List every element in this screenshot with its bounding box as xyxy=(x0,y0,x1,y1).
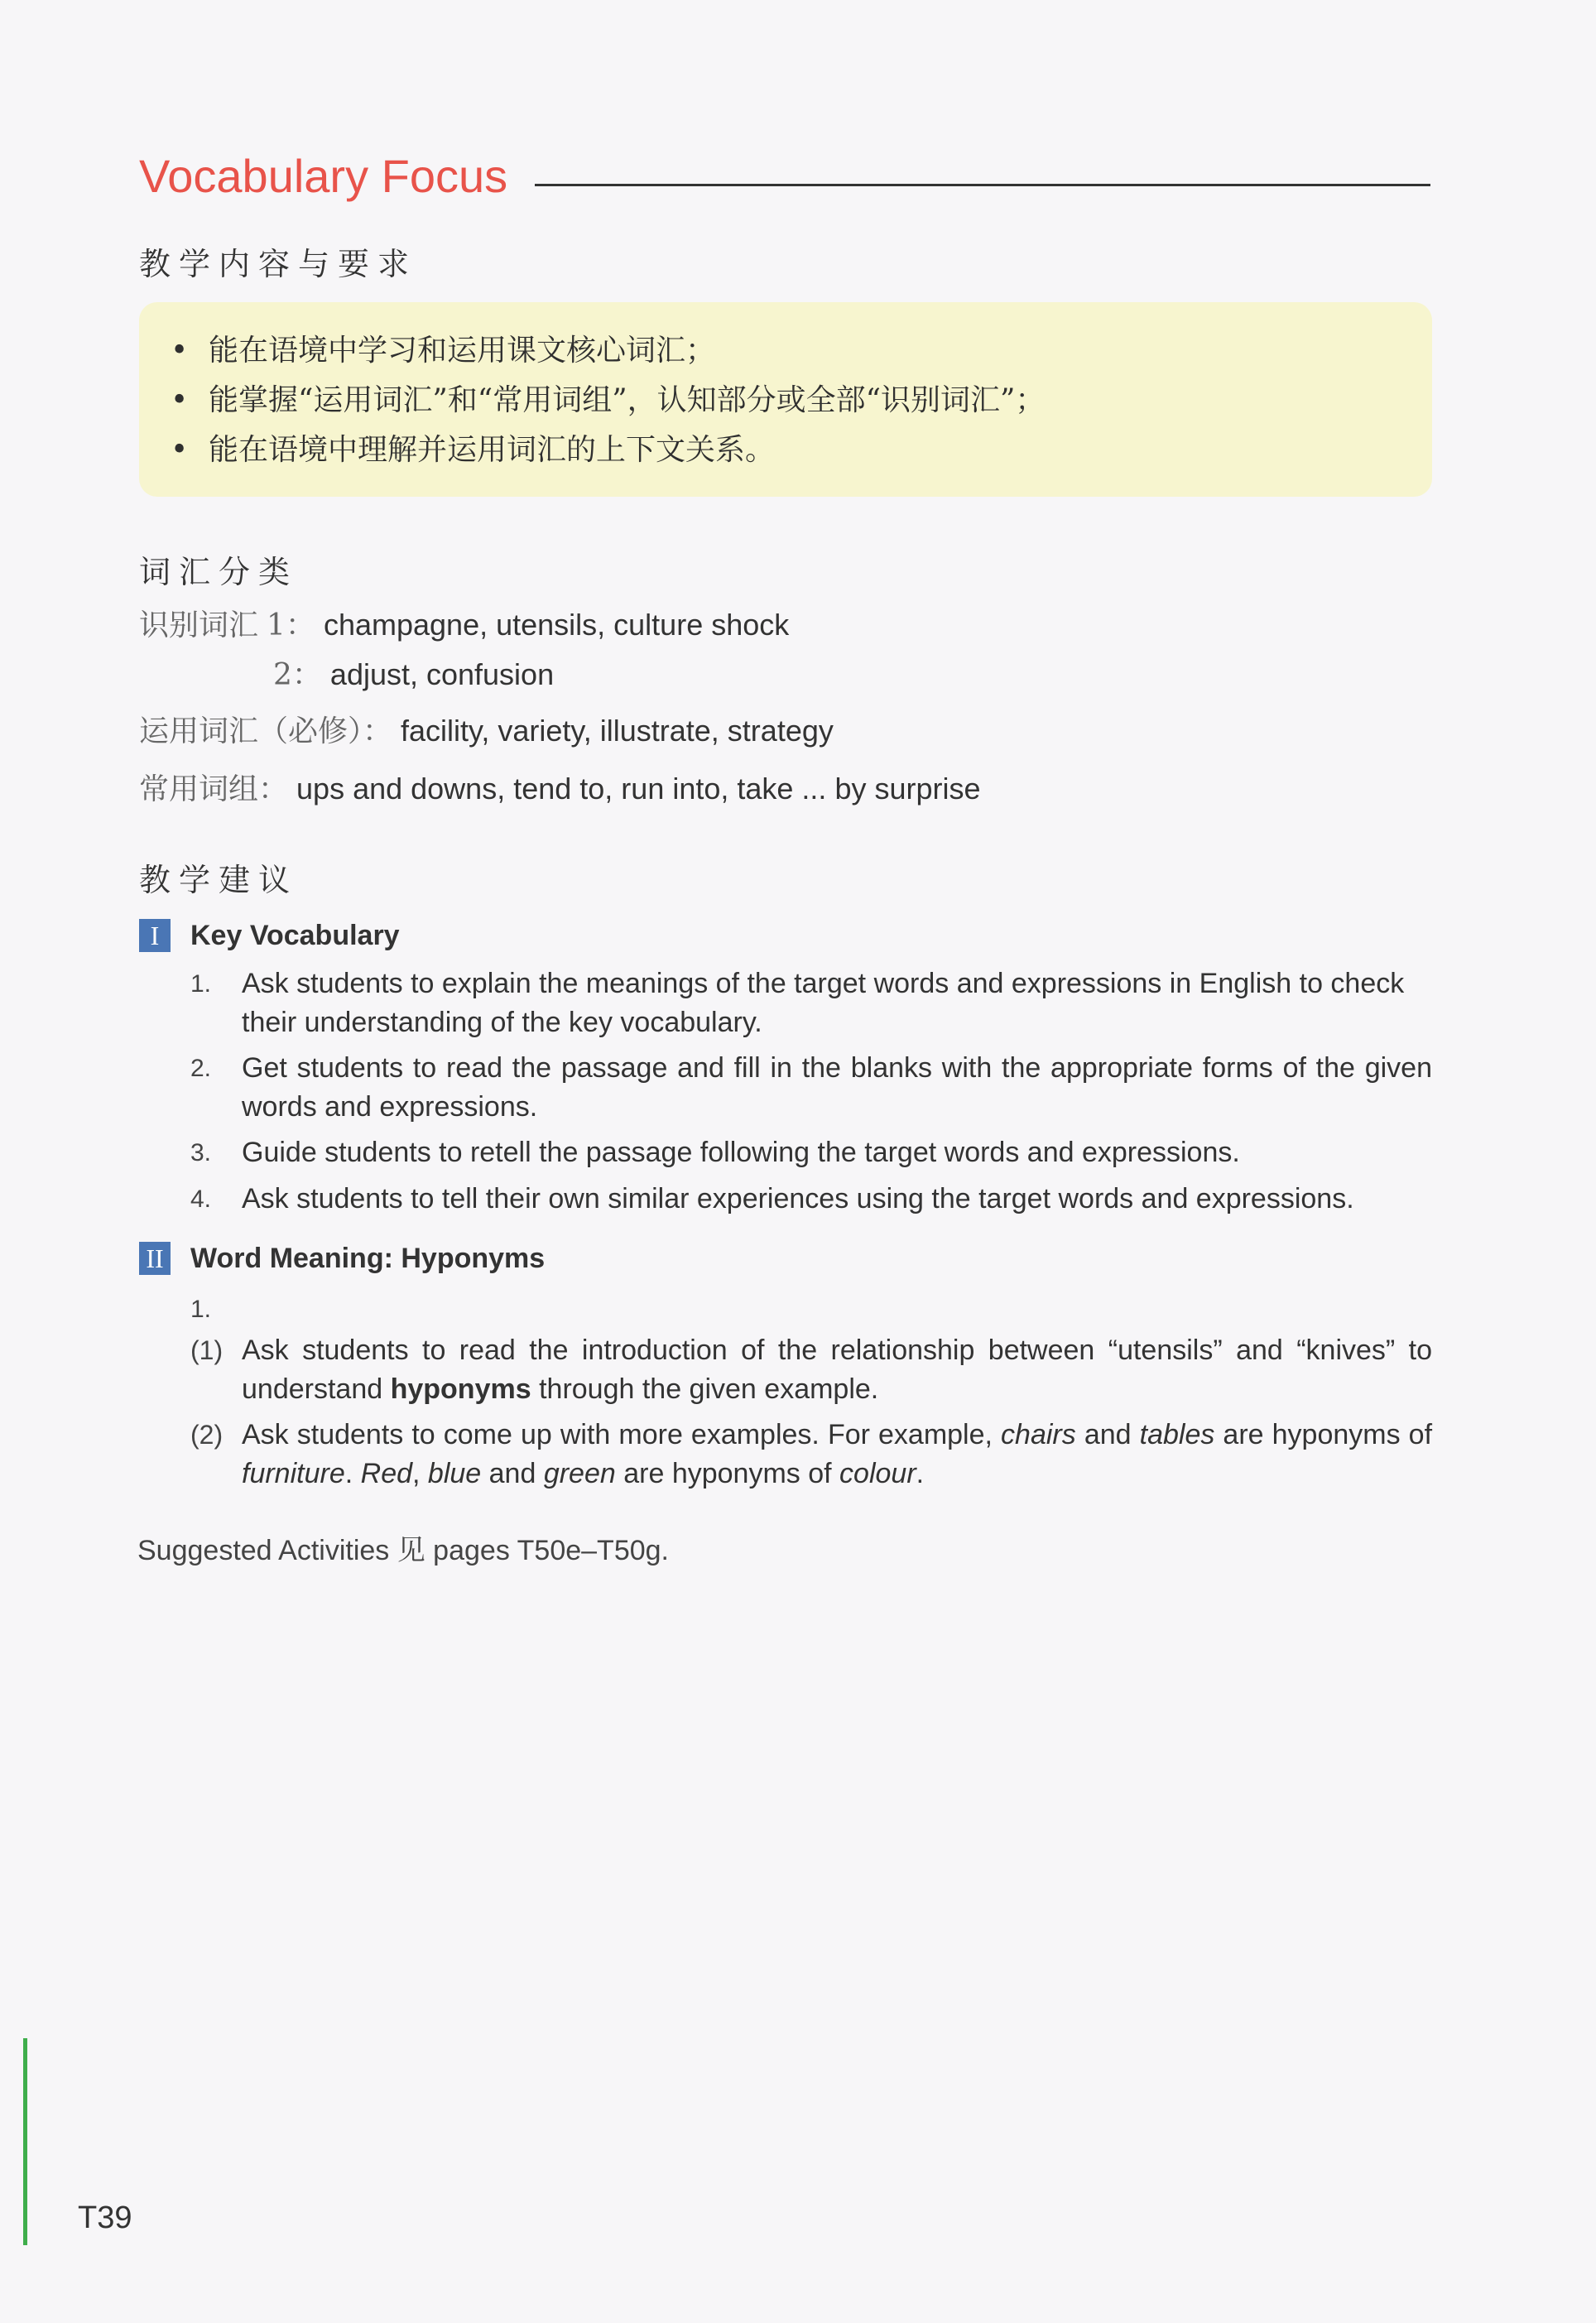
list-item: 3. Guide students to retell the passage following the target words and expressions. xyxy=(190,1137,1240,1168)
use-vocab-row: 运用词汇（必修）： facility, variety, illustrate, strategy xyxy=(139,714,834,748)
list-item: 1. xyxy=(190,1296,212,1323)
recognize-vocab-row-2: 2： adjust, confusion xyxy=(273,657,555,692)
green-margin-bar xyxy=(23,2038,27,2245)
bullet: • xyxy=(171,334,189,368)
phrase-row: 常用词组： ups and downs, tend to, run into, take ... by surprise xyxy=(139,772,981,806)
recognize-vocab-row-1: 识别词汇 1： champagne, utensils, culture shock xyxy=(139,608,790,642)
title-row xyxy=(139,149,1430,207)
section-heading-suggestions: 教学建议 xyxy=(139,862,299,898)
sub-list-item: (1) Ask students to read the introduction of the relationship between “utensils” and “knives” to understand hyponyms through the given example. xyxy=(190,1335,1432,1405)
part-title: Key Vocabulary xyxy=(190,920,400,951)
title-rule xyxy=(535,184,1430,186)
sub-list-item: (2) Ask students to come up with more examples. For example, chairs and tables are hyponyms of furniture. Red, blue and green are hyponyms of colour. xyxy=(190,1419,1433,1489)
section-heading-requirements: 教学内容与要求 xyxy=(139,246,418,282)
page-number: T39 xyxy=(78,2200,132,2235)
requirement-item: • 能在语境中学习和运用课文核心词汇； xyxy=(171,334,716,368)
part-badge: I xyxy=(139,919,171,952)
bullet: • xyxy=(171,433,189,467)
page-title: Vocabulary Focus xyxy=(139,150,508,202)
bullet: • xyxy=(171,383,189,417)
requirement-item: • 能掌握“运用词汇”和“常用词组”，认知部分或全部“识别词汇”； xyxy=(171,383,1046,417)
list-item: 1. Ask students to explain the meanings of the target words and expressions in English to check their understanding of the key vocabulary. xyxy=(190,968,1405,1038)
part-badge: II xyxy=(139,1242,171,1275)
requirements-box xyxy=(139,302,1432,497)
suggested-activities-note: Suggested Activities 见 pages T50e–T50g. xyxy=(137,1535,669,1566)
requirement-item: • 能在语境中理解并运用词汇的上下文关系。 xyxy=(171,433,776,467)
list-item: 2. Get students to read the passage and fill in the blanks with the appropriate forms of the given words and expressions. xyxy=(190,1052,1432,1123)
part-title: Word Meaning: Hyponyms xyxy=(190,1243,546,1274)
section-heading-classification: 词汇分类 xyxy=(139,554,299,590)
list-item: 4. Ask students to tell their own similar experiences using the target words and expressions. xyxy=(190,1183,1354,1214)
